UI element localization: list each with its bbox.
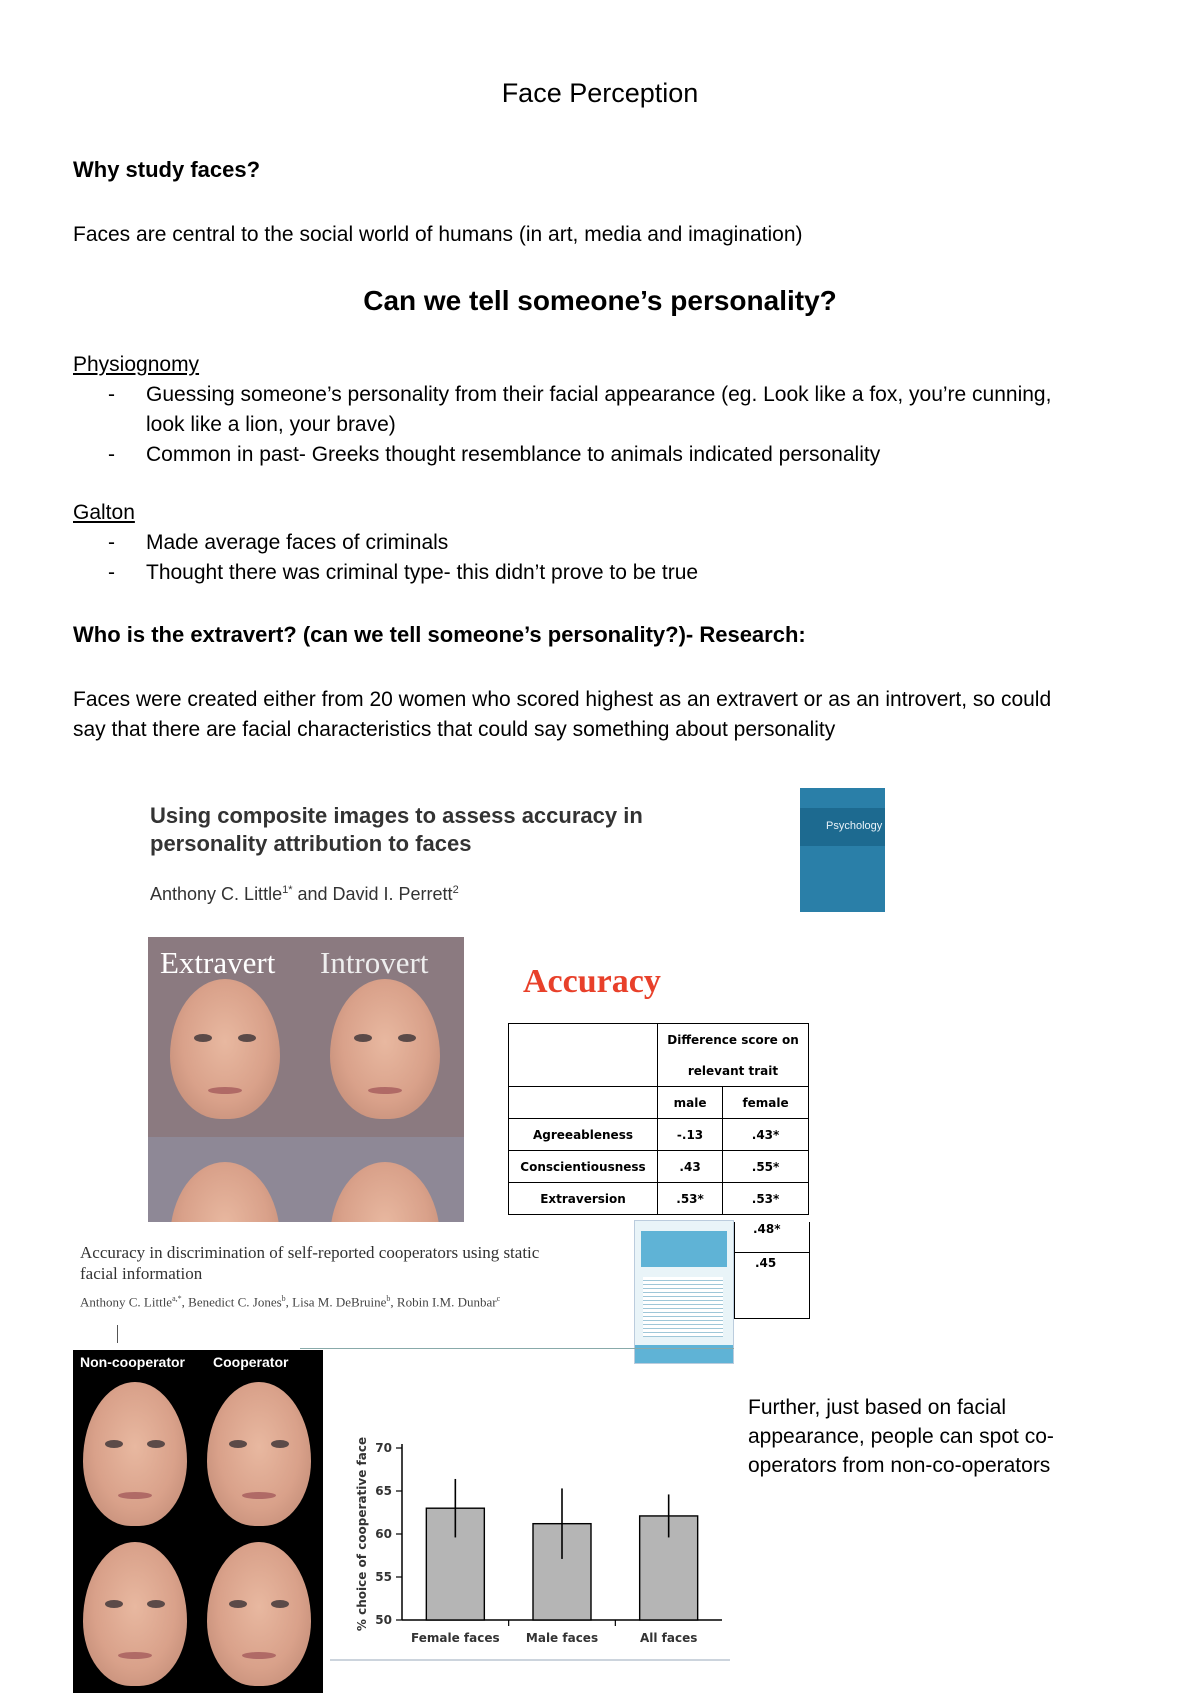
- mouth: [208, 1087, 242, 1094]
- table-cell: .55*: [723, 1151, 809, 1183]
- y-tick-label: 65: [375, 1484, 392, 1498]
- y-tick-label: 50: [375, 1613, 392, 1627]
- extravert-text: Faces were created either from 20 women who scored highest as an extravert or as an introvert, so could: [73, 688, 1052, 711]
- eye: [229, 1440, 247, 1448]
- table-row: [509, 1119, 809, 1151]
- author-sup: a,*: [172, 1294, 182, 1303]
- author-name: Anthony C. Little: [80, 1294, 173, 1310]
- table-cell: .43*: [723, 1119, 809, 1151]
- side-note-line: appearance, people can spot co-: [748, 1425, 1054, 1448]
- author-sup: c: [496, 1294, 501, 1303]
- x-tick-label: All faces: [639, 1631, 698, 1645]
- paper2-title-line: facial information: [80, 1264, 203, 1283]
- chart-root: [330, 1437, 730, 1660]
- why-text: Faces are central to the social world of humans (in art, media and imagination): [73, 223, 803, 246]
- table-cell: Agreeableness: [509, 1119, 658, 1151]
- non-cooperator-label: Non-cooperator: [80, 1354, 185, 1370]
- author-name: , Lisa M. DeBruine: [285, 1294, 387, 1310]
- composite-faces-image: [148, 937, 464, 1222]
- mouth: [118, 1652, 152, 1659]
- paper1-title: [150, 802, 643, 858]
- author-name: Anthony C. Little: [150, 884, 283, 904]
- list-item: look like a lion, your brave): [146, 413, 396, 436]
- paper1-title-line: Using composite images to assess accuracy in: [150, 803, 643, 828]
- bullet-dash: -: [108, 561, 115, 584]
- extravert-heading: Who is the extravert? (can we tell someone’s personality?)- Research:: [73, 622, 806, 647]
- divider-line: [300, 1348, 734, 1349]
- eye: [238, 1034, 256, 1042]
- physiognomy-list: [0, 380, 1200, 470]
- table-cell: Conscientiousness: [509, 1151, 658, 1183]
- personality-heading: Can we tell someone’s personality?: [363, 285, 837, 316]
- mouth: [118, 1492, 152, 1499]
- bullet-dash: -: [108, 383, 115, 406]
- cooperation-bar-chart: [330, 1430, 740, 1690]
- accuracy-label: Accuracy: [523, 963, 661, 1000]
- table-header-male: male: [658, 1087, 723, 1119]
- cooperator-female-face: [207, 1382, 311, 1526]
- table-header: relevant trait: [658, 1055, 809, 1087]
- paper2-title-line: Accuracy in discrimination of self-reported cooperators using static: [80, 1243, 540, 1262]
- table-cell: .53*: [658, 1183, 723, 1215]
- bullet-dash: -: [108, 443, 115, 466]
- x-tick-label: Female faces: [411, 1631, 500, 1645]
- author-sup: 2: [452, 884, 459, 896]
- side-note-line: Further, just based on facial: [748, 1396, 1006, 1419]
- table-cell: -.13: [658, 1119, 723, 1151]
- table-row: [509, 1183, 809, 1215]
- journal-cover-image: [800, 788, 885, 912]
- x-tick-label: Male faces: [525, 1631, 599, 1645]
- paper2-authors: [80, 1294, 500, 1310]
- mouth: [368, 1087, 402, 1094]
- y-axis-label: % choice of cooperative face: [355, 1436, 369, 1632]
- eye: [398, 1034, 416, 1042]
- introvert-label: Introvert: [320, 945, 429, 980]
- eye: [271, 1440, 289, 1448]
- non-cooperator-male-face: [83, 1542, 187, 1686]
- eye: [147, 1600, 165, 1608]
- galton-list: [0, 528, 1200, 588]
- mouth: [242, 1492, 276, 1499]
- author-name: and David I. Perrett: [292, 884, 453, 904]
- paper2-header: [73, 1230, 633, 1350]
- table-cell: .43: [658, 1151, 723, 1183]
- author-name: , Benedict C. Jones: [181, 1294, 282, 1310]
- paper1-authors: [150, 884, 459, 905]
- author-sup: 1*: [282, 884, 293, 896]
- paper1-title-line: personality attribution to faces: [150, 831, 472, 856]
- author-sup: b: [281, 1294, 286, 1303]
- side-note: [748, 1393, 1054, 1480]
- eye: [105, 1600, 123, 1608]
- cooperator-faces-image: [73, 1350, 323, 1693]
- side-note-line: operators from non-co-operators: [748, 1454, 1051, 1477]
- journal-cover-band: [641, 1231, 727, 1267]
- extravert-label: Extravert: [160, 945, 276, 980]
- journal-cover-lines: [643, 1277, 723, 1337]
- table-continuation: [734, 1222, 810, 1319]
- cooperator-male-face: [207, 1542, 311, 1686]
- eye: [271, 1600, 289, 1608]
- eye: [354, 1034, 372, 1042]
- eye: [105, 1440, 123, 1448]
- table-cell: .53*: [723, 1183, 809, 1215]
- table-header-female: female: [723, 1087, 809, 1119]
- physiognomy-label: Physiognomy: [73, 353, 200, 376]
- extravert-text-2: say that there are facial characteristics that could say something about personality: [73, 718, 836, 741]
- table-header: Difference score on: [658, 1024, 809, 1056]
- cooperator-label: Cooperator: [213, 1354, 289, 1370]
- non-cooperator-female-face: [83, 1382, 187, 1526]
- accuracy-table: [508, 1023, 809, 1215]
- list-item: Guessing someone’s personality from their facial appearance (eg. Look like a fox, you’re cunning,: [146, 383, 1052, 406]
- author-sup: b: [386, 1294, 391, 1303]
- list-item: Common in past- Greeks thought resemblance to animals indicated personality: [146, 443, 881, 466]
- mouth: [242, 1652, 276, 1659]
- author-name: , Robin I.M. Dunbar: [390, 1294, 497, 1310]
- table-cell-empty: [509, 1087, 658, 1119]
- table-divider: [735, 1252, 809, 1253]
- rule-tick: [117, 1325, 118, 1343]
- table-cell: .48*: [753, 1222, 781, 1236]
- y-tick-label: 70: [375, 1441, 392, 1455]
- y-tick-label: 55: [375, 1570, 392, 1584]
- eye: [194, 1034, 212, 1042]
- page-title: Face Perception: [501, 78, 699, 108]
- table-cell: .45: [755, 1256, 777, 1270]
- journal-cover-image-2: [634, 1220, 734, 1364]
- list-item: Thought there was criminal type- this didn’t prove to be true: [146, 561, 699, 584]
- eye: [147, 1440, 165, 1448]
- list-item: Made average faces of criminals: [146, 531, 449, 554]
- y-tick-label: 60: [375, 1527, 392, 1541]
- table-cell: Extraversion: [509, 1183, 658, 1215]
- bullet-dash: -: [108, 531, 115, 554]
- eye: [229, 1600, 247, 1608]
- journal-cover-label: Psychology: [826, 820, 883, 832]
- why-heading: Why study faces?: [73, 157, 261, 182]
- paper2-title: [80, 1242, 539, 1284]
- galton-label: Galton: [73, 501, 135, 524]
- table-row: [509, 1151, 809, 1183]
- table-header-empty: [509, 1024, 658, 1087]
